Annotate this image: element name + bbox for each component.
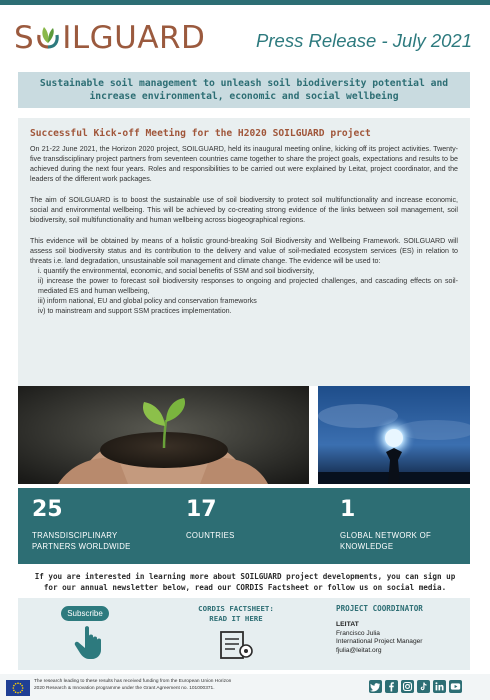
funding-notice [34, 678, 294, 692]
list-item: iii) inform national, EU and global policy and conservation frameworks [38, 297, 257, 305]
soilguard-logo [14, 20, 205, 56]
coordinator-heading: PROJECT COORDINATOR [336, 604, 423, 613]
main-content-box [18, 118, 470, 386]
twitter-icon[interactable] [369, 680, 382, 693]
list-item: iv) to mainstream and support SSM practices implementation. [38, 307, 232, 315]
instagram-icon[interactable] [401, 680, 414, 693]
linkedin-icon[interactable] [433, 680, 446, 693]
stat-label-line: TRANSDISCIPLINARY [32, 531, 118, 540]
logo-letter-s: S [14, 20, 35, 56]
cordis-factsheet-link[interactable] [188, 604, 284, 624]
subscribe-button[interactable]: Subscribe [61, 606, 109, 621]
newsletter-info-text: If you are interested in learning more about SOILGUARD project developments, you can sign up for our annual newsletter below, read our CORDIS Factsheet or follow us on social media. [34, 572, 456, 592]
subtitle-banner [18, 72, 470, 108]
list-item: ii) increase the power to forecast soil biodiversity responses to ongoing and projected challenges, and cascading effects on soil-mediated ES and human wellbeing, [38, 277, 458, 295]
stat-number: 1 [340, 497, 356, 522]
hands-seedling-photo [18, 386, 309, 484]
stat-partners [32, 498, 131, 552]
hand-pointer-icon[interactable] [73, 624, 105, 660]
stat-network [340, 498, 431, 552]
eu-flag-icon [6, 680, 30, 696]
youtube-icon[interactable] [449, 680, 462, 693]
coordinator-role: International Project Manager [336, 638, 423, 645]
logo-wordmark: ILGUARD [62, 20, 206, 56]
article-body [30, 144, 458, 316]
top-accent-bar [0, 0, 490, 5]
subtitle-text: Sustainable soil management to unleash soil biodiversity potential and increase environmental, economic and social wellbeing [39, 78, 449, 102]
list-item: i. quantify the environmental, economic, and social benefits of SSM and soil biodiversity, [38, 267, 315, 275]
stats-banner [18, 488, 470, 564]
cordis-title-line: READ IT HERE [209, 614, 263, 623]
document-icon[interactable] [219, 630, 255, 660]
stat-label-line: PARTNERS WORLDWIDE [32, 542, 131, 551]
project-coordinator-block [336, 604, 466, 655]
cordis-title-line: CORDIS FACTSHEET: [198, 604, 274, 613]
stat-label [186, 530, 235, 541]
paragraph-2: The aim of SOILGUARD is to boost the sustainable use of soil biodiversity to protect soil multifunctionality and increase economic, social and environmental wellbeing. This will be achieved by co-creating strong evidence of the links between soil management, soil biodiversity, soil multifunctionality and human wellbeing across biogeographical regions. [30, 196, 458, 224]
coordinator-org: LEITAT [336, 621, 359, 628]
coordinator-name: Francisco Julia [336, 629, 380, 637]
stat-number: 25 [32, 497, 63, 522]
facebook-icon[interactable] [385, 680, 398, 693]
bottom-links-box [18, 598, 470, 670]
tiktok-icon[interactable] [417, 680, 430, 693]
coordinator-email[interactable]: fjulia@leitat.org [336, 646, 382, 654]
stat-number: 17 [186, 497, 217, 522]
stat-countries [186, 498, 235, 541]
paragraph-3: This evidence will be obtained by means of a holistic ground-breaking Soil Biodiversity and Wellbeing Framework. SOILGUARD will assess soil biodiversity status and its contribution to the delivery and value of soil-mediated ecosystem services (ES) in relation to threats i.e. land degradation, unsustainable soil management and climate change. The evidence will be used to: [30, 237, 458, 265]
logo-leaf-o-icon [35, 23, 61, 51]
funding-notice-line: The research leading to these results has received funding from the European Union Horizon [34, 679, 232, 684]
social-media-links [369, 680, 462, 693]
paragraph-1: On 21-22 June 2021, the Horizon 2020 project, SOILGUARD, held its inaugural meeting online, kicking off its project activities. Twenty-five transdisciplinary project partners from seventeen countries came together to share the project goals, expectations and results to be achieved during the next four years. Roles and responsibilities to be carried out were explained by Leitat, project coordinator, and the leaders of the different work packages. [30, 145, 458, 183]
stat-label-line: GLOBAL NETWORK OF [340, 531, 432, 540]
stat-label [340, 530, 431, 552]
article-title: Successful Kick-off Meeting for the H2020 SOILGUARD project [30, 128, 371, 139]
funding-notice-line: 2020 Research & Innovation programme under the Grant Agreement no. 101000371. [34, 686, 215, 691]
stat-label-line: COUNTRIES [186, 531, 235, 540]
stat-label-line: KNOWLEDGE [340, 542, 394, 551]
globe-sky-photo [318, 386, 470, 484]
stat-label [32, 530, 131, 552]
press-release-label: Press Release - July 2021 [256, 30, 472, 51]
